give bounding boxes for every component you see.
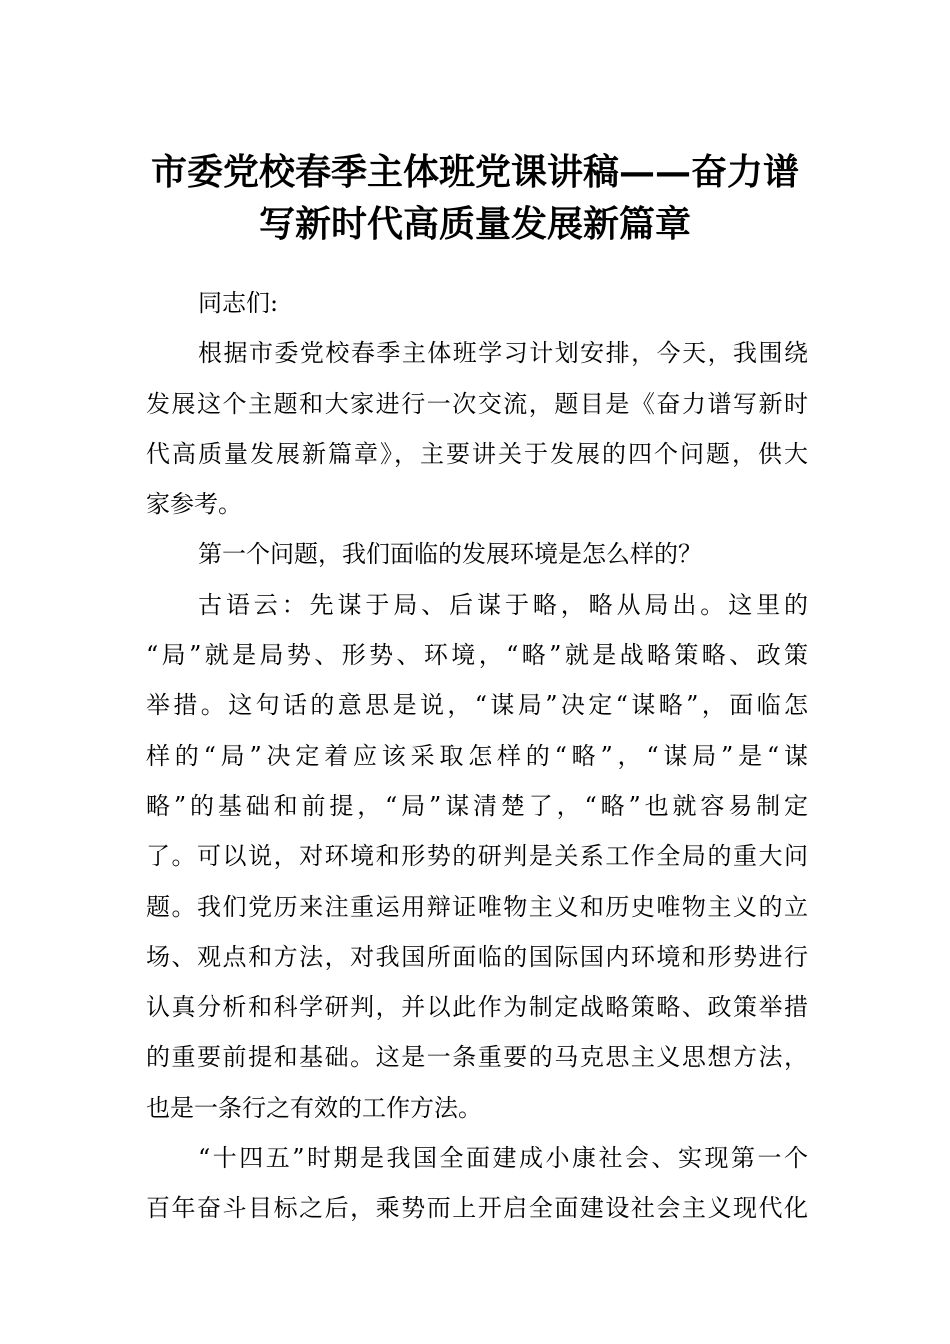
paragraph-question-1 <box>146 529 808 579</box>
text-line: 场、观点和方法，对我国所面临的国际国内环境和形势进行 <box>146 942 808 971</box>
text-line: 的重要前提和基础。这是一条重要的马克思主义思想方法， <box>146 1043 808 1072</box>
title-line-1: 市委党校春季主体班党课讲稿——奋力谱 <box>150 151 799 193</box>
text-line: 第一个问题，我们面临的发展环境是怎么样的？ <box>198 540 702 569</box>
text-line: 代高质量发展新篇章》，主要讲关于发展的四个问题，供大 <box>146 439 808 468</box>
document-title <box>140 146 810 250</box>
text-line: 了。可以说，对环境和形势的研判是关系工作全局的重大问 <box>146 842 808 871</box>
paragraph-14th-five-year <box>146 1133 808 1234</box>
text-line: 家参考。 <box>146 490 242 519</box>
title-line-2: 写新时代高质量发展新篇章 <box>258 203 691 245</box>
text-line: 样的“局”决定着应该采取怎样的“略”，“谋局”是“谋 <box>146 741 808 770</box>
paragraph-strategy <box>146 580 808 1133</box>
text-line: 古语云：先谋于局、后谋于略，略从局出。这里的 <box>198 590 808 619</box>
text-line: 也是一条行之有效的工作方法。 <box>146 1093 482 1122</box>
document-body <box>146 278 808 1234</box>
text-line: 同志们: <box>198 289 279 317</box>
text-line: 根据市委党校春季主体班学习计划安排，今天，我围绕 <box>198 339 808 368</box>
paragraph-intro <box>146 328 808 529</box>
text-line: 发展这个主题和大家进行一次交流，题目是《奋力谱写新时 <box>146 389 808 418</box>
text-line: 题。我们党历来注重运用辩证唯物主义和历史唯物主义的立 <box>146 892 808 921</box>
text-line: 认真分析和科学研判，并以此作为制定战略策略、政策举措 <box>146 993 808 1022</box>
text-line: 百年奋斗目标之后，乘势而上开启全面建设社会主义现代化 <box>146 1194 808 1223</box>
text-line: 略”的基础和前提，“局”谋清楚了，“略”也就容易制定 <box>146 791 808 820</box>
text-line: “局”就是局势、形势、环境，“略”就是战略策略、政策 <box>146 641 808 670</box>
text-line: “十四五”时期是我国全面建成小康社会、实现第一个 <box>198 1144 808 1173</box>
text-line: 举措。这句话的意思是说，“谋局”决定“谋略”，面临怎 <box>146 691 808 720</box>
paragraph-salutation <box>146 278 808 328</box>
